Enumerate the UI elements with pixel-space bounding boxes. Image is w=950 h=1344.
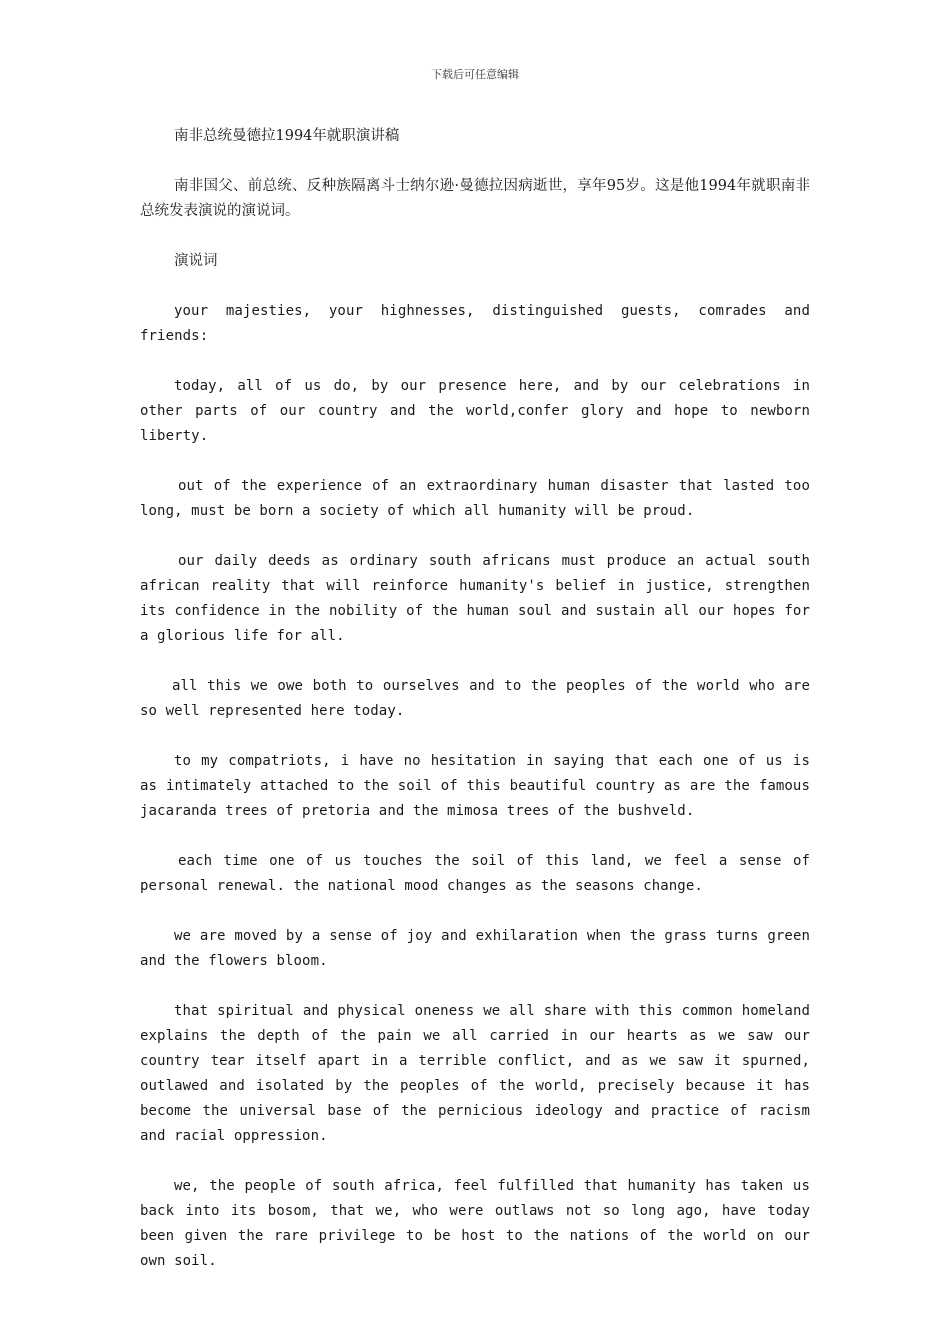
speech-paragraph: all this we owe both to ourselves and to the peoples of the world who are so well represented here today. bbox=[140, 678, 810, 719]
speech-paragraph: our daily deeds as ordinary south africans must produce an actual south african reality that will reinforce humanity's belief in justice, strengthen its confidence in the nobility of the human soul and sustain all our hopes for a glorious life for all. bbox=[140, 553, 810, 644]
speech-paragraph: that spiritual and physical oneness we all share with this common homeland explains the depth of the pain we all carried in our hearts as we saw our country tear itself apart in a terrible conflict, and as we saw it spurned, outlawed and isolated by the peoples of the world, precisely because it has become the universal base of the pernicious ideology and practice of racism and racial oppression. bbox=[140, 1003, 810, 1144]
page-header-note: 下载后可任意编辑 bbox=[431, 68, 519, 81]
section-label: 演说词 bbox=[174, 253, 218, 269]
speech-paragraph: out of the experience of an extraordinary human disaster that lasted too long, must be born a society of which all humanity will be proud. bbox=[140, 478, 810, 519]
document-body bbox=[140, 124, 810, 1299]
intro-paragraph: 南非国父、前总统、反种族隔离斗士纳尔逊·曼德拉因病逝世，享年95岁。这是他1994年就职南非总统发表演说的演说词。 bbox=[140, 178, 810, 219]
document-title: 南非总统曼德拉1994年就职演讲稿 bbox=[174, 128, 400, 144]
speech-paragraph: we are moved by a sense of joy and exhilaration when the grass turns green and the flowers bloom. bbox=[140, 928, 810, 969]
speech-paragraph: your majesties, your highnesses, distinguished guests, comrades and friends: bbox=[140, 303, 810, 344]
speech-paragraph: today, all of us do, by our presence here, and by our celebrations in other parts of our country and the world,confer glory and hope to newborn liberty. bbox=[140, 378, 810, 444]
speech-paragraph: each time one of us touches the soil of this land, we feel a sense of personal renewal. the national mood changes as the seasons change. bbox=[140, 853, 810, 894]
speech-paragraph: we, the people of south africa, feel fulfilled that humanity has taken us back into its bosom, that we, who were outlaws not so long ago, have today been given the rare privilege to be host to the nations of the world on our own soil. bbox=[140, 1178, 810, 1269]
speech-paragraph: to my compatriots, i have no hesitation in saying that each one of us is as intimately attached to the soil of this beautiful country as are the famous jacaranda trees of pretoria and the mimosa trees of the bushveld. bbox=[140, 753, 810, 819]
